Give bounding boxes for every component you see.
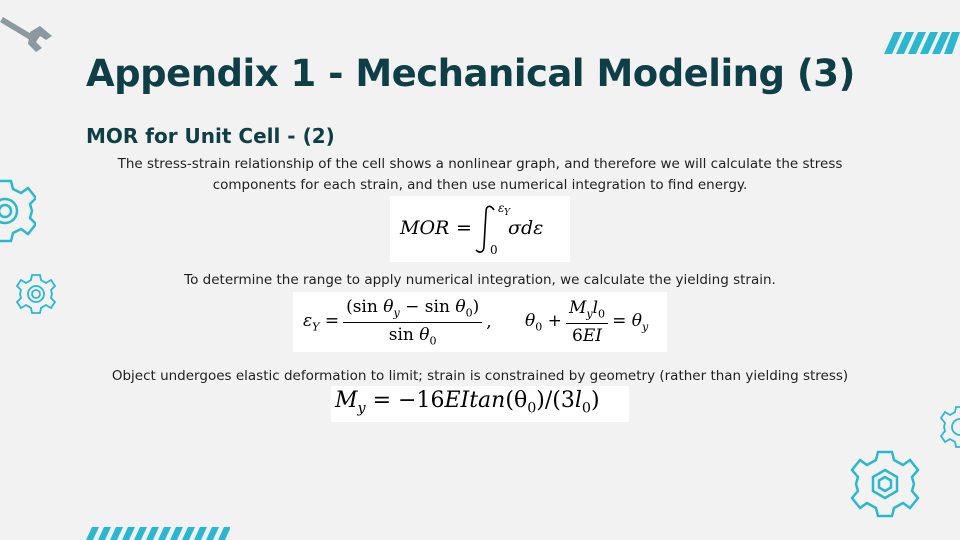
stripe-decoration: [86, 527, 230, 540]
paragraph-line: components for each strain, and then use numerical integration to find energy.: [212, 177, 748, 193]
gear-icon: [14, 272, 58, 316]
slide-subtitle: MOR for Unit Cell - (2): [86, 124, 335, 148]
gear-icon: [0, 176, 36, 246]
paragraph-line: The stress-strain relationship of the cell shows a nonlinear graph, and therefore we will calculate the stress: [117, 156, 843, 172]
gear-icon: [850, 448, 920, 520]
equation-moment: $M_y = -16EItan(\theta_0)/(3l_0)$: [331, 386, 629, 422]
paragraph-elastic: Object undergoes elastic deformation to limit; strain is constrained by geometry (rather than yielding stress): [111, 368, 849, 384]
paragraph-yield: To determine the range to apply numerical integration, we calculate the yielding strain.: [184, 272, 776, 288]
gear-icon: [938, 404, 960, 450]
wrench-icon: [0, 14, 56, 60]
slide-title: Appendix 1 - Mechanical Modeling (3): [86, 52, 855, 95]
equation-yield-strain: $\varepsilon_Y$ = $\frac{(\sin \theta_y - \sin \theta_0)}{\sin \theta_0}$ , $\theta_0$ + $\frac{M_yl_0}{6EI}$ = $\theta_y$: [293, 292, 667, 352]
svg-text:0: 0: [490, 243, 498, 257]
svg-text:MOR: MOR: [400, 217, 450, 239]
svg-text:σdε: σdε: [508, 217, 544, 239]
svg-text:Y: Y: [504, 208, 510, 218]
paragraph-intro: [90, 154, 870, 196]
stripe-decoration: [884, 32, 960, 54]
equation-mor: [390, 196, 570, 262]
svg-text:=: =: [456, 217, 472, 239]
svg-text:ε: ε: [498, 201, 505, 215]
